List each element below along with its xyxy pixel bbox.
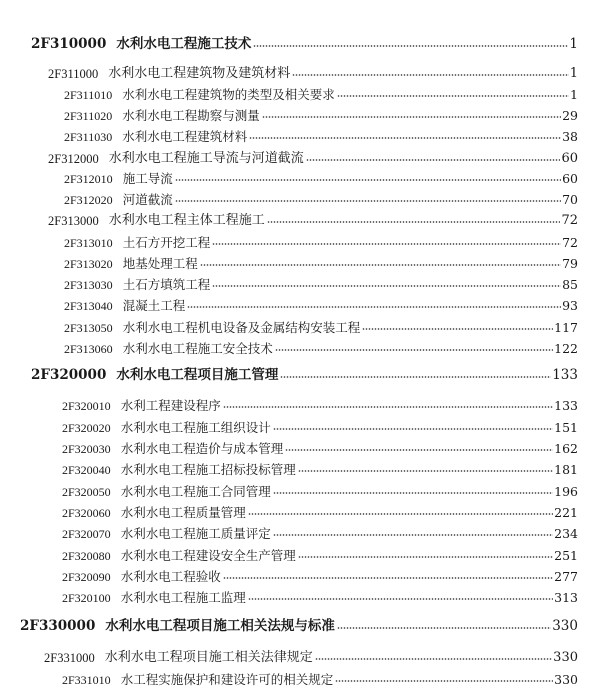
entry-page-number: 29: [562, 107, 578, 123]
entry-page-number: 122: [554, 340, 578, 356]
entry-page-number: 313: [554, 589, 578, 605]
toc-subsection-entry[interactable]: [62, 414, 578, 434]
entry-code: 2F313010: [64, 236, 113, 250]
entry-title: 水利水电工程建筑物及建筑材料: [108, 66, 291, 81]
toc-subsection-entry[interactable]: [62, 666, 578, 686]
entry-code: 2F312020: [64, 193, 113, 207]
entry-code: 2F320080: [62, 549, 111, 563]
entry-title: 水利水电工程项目施工相关法律规定: [104, 650, 313, 665]
entry-code: 2F311000: [48, 66, 99, 81]
dot-leader: [267, 221, 561, 223]
entry-title: 水利水电工程施工合同管理: [120, 483, 271, 499]
entry-title: 施工导流: [122, 170, 173, 186]
dot-leader: [175, 200, 561, 202]
entry-page-number: 85: [562, 276, 578, 292]
toc-section-entry[interactable]: [48, 60, 578, 80]
dot-leader: [273, 534, 553, 536]
toc-subsection-entry[interactable]: [62, 563, 578, 583]
entry-page-number: 330: [552, 617, 578, 634]
toc-subsection-entry[interactable]: [64, 186, 578, 206]
entry-page-number: 1: [569, 66, 578, 81]
entry-code: 2F310000: [31, 35, 107, 52]
entry-title: 水利水电工程施工监理: [120, 589, 246, 605]
dot-leader: [187, 306, 561, 308]
dot-leader: [292, 74, 568, 76]
entry-title: 水利水电工程质量管理: [120, 504, 246, 520]
entry-title: 土石方开挖工程: [122, 234, 211, 250]
entry-code: 2F311030: [64, 130, 113, 144]
dot-leader: [362, 328, 553, 330]
entry-page-number: 79: [562, 255, 578, 271]
entry-page-number: 133: [552, 366, 578, 383]
entry-title: 水利水电工程造价与成本管理: [120, 440, 284, 456]
entry-code: 2F320100: [62, 591, 111, 605]
entry-page-number: 60: [561, 151, 578, 166]
dot-leader: [262, 116, 561, 118]
entry-page-number: 1: [570, 86, 578, 102]
entry-title: 水利水电工程施工技术: [116, 35, 252, 52]
entry-code: 2F313060: [64, 342, 113, 356]
entry-code: 2F330000: [20, 617, 96, 634]
entry-title: 地基处理工程: [122, 255, 198, 271]
entry-code: 2F313050: [64, 321, 113, 335]
toc-subsection-entry[interactable]: [62, 435, 578, 455]
dot-leader: [315, 658, 552, 660]
entry-code: 2F312010: [64, 172, 113, 186]
entry-title: 混凝土工程: [122, 297, 186, 313]
toc-subsection-entry[interactable]: [64, 102, 578, 122]
entry-page-number: 93: [562, 297, 578, 313]
entry-page-number: 234: [554, 525, 578, 541]
dot-leader: [248, 598, 553, 600]
entry-title: 水工程实施保护和建设许可的相关规定: [120, 671, 334, 687]
toc-subsection-entry[interactable]: [62, 392, 578, 412]
dot-leader: [306, 159, 561, 161]
toc-subsection-entry[interactable]: [64, 335, 578, 355]
dot-leader: [248, 513, 553, 515]
entry-code: 2F331010: [62, 673, 111, 687]
toc-section-entry[interactable]: [44, 644, 578, 664]
entry-code: 2F313000: [48, 213, 99, 228]
entry-code: 2F313020: [64, 257, 113, 271]
dot-leader: [212, 285, 561, 287]
entry-title: 水利水电工程项目施工管理: [116, 366, 279, 383]
entry-title: 水利水电工程验收: [120, 568, 221, 584]
entry-page-number: 330: [554, 671, 578, 687]
entry-page-number: 162: [554, 440, 578, 456]
entry-code: 2F331000: [44, 650, 95, 665]
dot-leader: [212, 243, 561, 245]
toc-chapter-entry[interactable]: [31, 362, 578, 382]
dot-leader: [223, 577, 553, 579]
entry-page-number: 277: [554, 568, 578, 584]
dot-leader: [273, 428, 553, 430]
entry-code: 2F311020: [64, 109, 113, 123]
toc-subsection-entry[interactable]: [62, 542, 578, 562]
entry-title: 河道截流: [122, 191, 173, 207]
entry-code: 2F320000: [31, 366, 107, 383]
dot-leader: [335, 680, 553, 682]
dot-leader: [253, 45, 568, 47]
entry-title: 水利水电工程施工导流与河道截流: [108, 151, 304, 166]
dot-leader: [298, 556, 553, 558]
dot-leader: [280, 376, 551, 378]
entry-code: 2F320060: [62, 506, 111, 520]
entry-page-number: 181: [554, 461, 578, 477]
dot-leader: [337, 627, 551, 629]
entry-code: 2F320030: [62, 442, 111, 456]
toc-subsection-entry[interactable]: [64, 229, 578, 249]
entry-title: 水利水电工程施工招标投标管理: [120, 461, 296, 477]
entry-title: 水利水电工程项目施工相关法规与标准: [105, 617, 335, 634]
entry-page-number: 330: [553, 650, 578, 665]
dot-leader: [200, 264, 561, 266]
entry-title: 水利水电工程主体工程施工: [108, 213, 265, 228]
dot-leader: [223, 406, 553, 408]
entry-page-number: 221: [554, 504, 578, 520]
toc-subsection-entry[interactable]: [64, 271, 578, 291]
toc-subsection-entry[interactable]: [62, 499, 578, 519]
toc-subsection-entry[interactable]: [64, 292, 578, 312]
entry-page-number: 196: [554, 483, 578, 499]
dot-leader: [249, 137, 561, 139]
entry-code: 2F320040: [62, 463, 111, 477]
entry-code: 2F320050: [62, 485, 111, 499]
dot-leader: [275, 349, 553, 351]
entry-title: 水利水电工程施工安全技术: [122, 340, 273, 356]
toc-subsection-entry[interactable]: [64, 165, 578, 185]
entry-page-number: 72: [561, 213, 578, 228]
entry-page-number: 70: [562, 191, 578, 207]
dot-leader: [273, 492, 553, 494]
entry-page-number: 251: [554, 547, 578, 563]
entry-title: 水利水电工程建筑材料: [122, 128, 248, 144]
entry-code: 2F320010: [62, 399, 111, 413]
entry-page-number: 133: [554, 397, 578, 413]
entry-title: 水利水电工程施工质量评定: [120, 525, 271, 541]
entry-page-number: 38: [562, 128, 578, 144]
entry-page-number: 151: [554, 419, 578, 435]
toc-subsection-entry[interactable]: [62, 584, 578, 604]
entry-code: 2F320090: [62, 570, 111, 584]
toc-section-entry[interactable]: [48, 145, 578, 165]
toc-chapter-entry[interactable]: [31, 31, 578, 51]
entry-code: 2F311010: [64, 88, 113, 102]
toc-subsection-entry[interactable]: [62, 478, 578, 498]
toc-subsection-entry[interactable]: [64, 81, 578, 101]
entry-page-number: 60: [562, 170, 578, 186]
entry-code: 2F313030: [64, 278, 113, 292]
toc-section-entry[interactable]: [48, 207, 578, 227]
toc-subsection-entry[interactable]: [62, 520, 578, 540]
dot-leader: [285, 449, 553, 451]
entry-title: 水利水电工程建筑物的类型及相关要求: [122, 86, 335, 102]
dot-leader: [298, 470, 553, 472]
entry-title: 水利工程建设程序: [120, 397, 221, 413]
toc-chapter-entry[interactable]: [20, 613, 578, 633]
entry-title: 水利水电工程施工组织设计: [120, 419, 271, 435]
entry-title: 水利水电工程机电设备及金属结构安装工程: [122, 319, 361, 335]
entry-title: 水利水电工程勘察与测量: [122, 107, 260, 123]
dot-leader: [175, 179, 561, 181]
entry-title: 水利水电工程建设安全生产管理: [120, 547, 296, 563]
toc-subsection-entry[interactable]: [64, 123, 578, 143]
entry-page-number: 1: [569, 35, 578, 52]
dot-leader: [337, 95, 569, 97]
entry-code: 2F313040: [64, 299, 113, 313]
entry-page-number: 117: [554, 319, 578, 335]
entry-code: 2F320020: [62, 421, 111, 435]
entry-code: 2F312000: [48, 151, 99, 166]
toc-subsection-entry[interactable]: [64, 250, 578, 270]
toc-subsection-entry[interactable]: [64, 314, 578, 334]
entry-page-number: 72: [562, 234, 578, 250]
entry-title: 土石方填筑工程: [122, 276, 211, 292]
toc-subsection-entry[interactable]: [62, 456, 578, 476]
entry-code: 2F320070: [62, 527, 111, 541]
